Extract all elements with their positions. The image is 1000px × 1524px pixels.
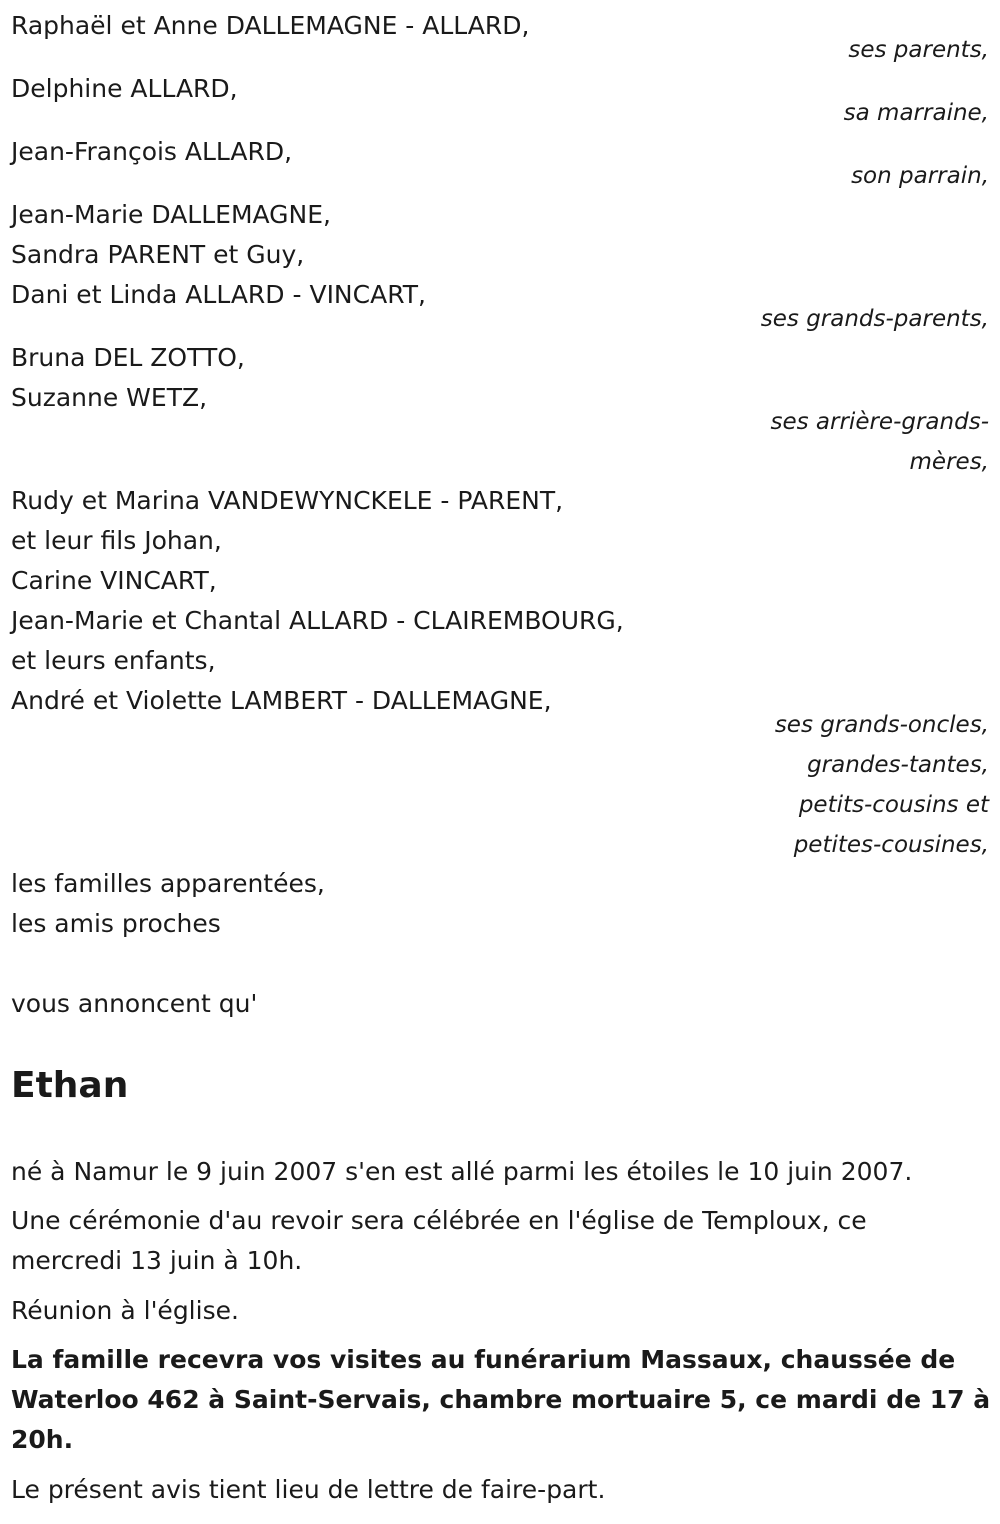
great-grandmother-name: Bruna DEL ZOTTO,	[11, 343, 245, 372]
grandparent-name: Sandra PARENT et Guy,	[11, 240, 305, 269]
grandparents-role: ses grands-parents,	[760, 306, 989, 332]
relatives-role: ses grands-oncles,	[774, 712, 989, 738]
ceremony-text: Une cérémonie d'au revoir sera célébrée en l'église de Temploux, ce	[11, 1206, 867, 1235]
birth-death-text: né à Namur le 9 juin 2007 s'en est allé parmi les étoiles le 10 juin 2007.	[11, 1157, 913, 1186]
visits-text: 20h.	[11, 1425, 74, 1454]
reunion-text: Réunion à l'église.	[11, 1296, 239, 1325]
parents-names: Raphaël et Anne DALLEMAGNE - ALLARD,	[11, 11, 530, 40]
relative-line: et leur fils Johan,	[11, 526, 222, 555]
relative-line: Jean-Marie et Chantal ALLARD - CLAIREMBOURG,	[11, 606, 624, 635]
relative-line: André et Violette LAMBERT - DALLEMAGNE,	[11, 686, 552, 715]
godmother-name: Delphine ALLARD,	[11, 74, 238, 103]
visits-text: La famille recevra vos visites au funérarium Massaux, chaussée de	[11, 1345, 956, 1374]
grandparent-name: Dani et Linda ALLARD - VINCART,	[11, 280, 426, 309]
relatives-role: petites-cousines,	[793, 832, 989, 858]
deceased-name: Ethan	[11, 1065, 129, 1106]
others-line: les familles apparentées,	[11, 869, 325, 898]
announcement-intro: vous annoncent qu'	[11, 989, 258, 1018]
grandparent-name: Jean-Marie DALLEMAGNE,	[11, 200, 331, 229]
relatives-role: petits-cousins et	[798, 792, 989, 818]
great-grandmothers-role: ses arrière-grands-	[770, 409, 989, 435]
relative-line: Carine VINCART,	[11, 566, 217, 595]
parents-role: ses parents,	[848, 37, 989, 63]
godfather-role: son parrain,	[851, 163, 989, 189]
visits-text: Waterloo 462 à Saint-Servais, chambre mortuaire 5, ce mardi de 17 à	[11, 1385, 991, 1414]
closing-text: Le présent avis tient lieu de lettre de faire-part.	[11, 1475, 606, 1504]
relative-line: et leurs enfants,	[11, 646, 216, 675]
godfather-name: Jean-François ALLARD,	[11, 137, 293, 166]
great-grandmother-name: Suzanne WETZ,	[11, 383, 208, 412]
relative-line: Rudy et Marina VANDEWYNCKELE - PARENT,	[11, 486, 564, 515]
great-grandmothers-role: mères,	[909, 449, 989, 475]
ceremony-text: mercredi 13 juin à 10h.	[11, 1246, 303, 1275]
others-line: les amis proches	[11, 909, 221, 938]
godmother-role: sa marraine,	[843, 100, 989, 126]
relatives-role: grandes-tantes,	[807, 752, 989, 778]
